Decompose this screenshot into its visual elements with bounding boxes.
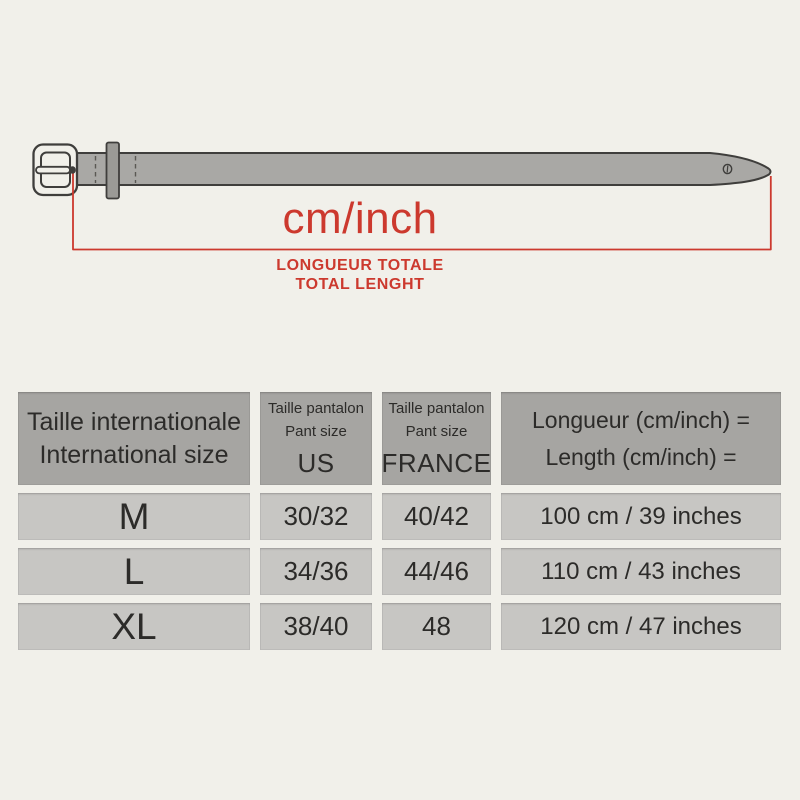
header-line: Taille pantalon	[268, 400, 364, 417]
table-row-size-cell	[18, 493, 250, 540]
size-table	[18, 392, 781, 650]
header-length	[501, 392, 781, 485]
us-size-value: 30/32	[283, 501, 349, 531]
header-pant-size-france	[382, 392, 491, 485]
table-row-size-cell	[18, 603, 250, 650]
belt-keeper-loop	[107, 143, 120, 199]
size-value: L	[123, 550, 145, 592]
header-international-size	[18, 392, 250, 485]
header-line: Longueur (cm/inch) =	[532, 406, 750, 433]
table-row-us-cell	[260, 493, 372, 540]
header-line: Pant size	[285, 422, 347, 440]
table-row-france-cell	[382, 603, 491, 650]
header-line: International size	[39, 440, 229, 469]
header-pant-size-us	[260, 392, 372, 485]
header-line: FRANCE	[381, 448, 492, 478]
table-row-france-cell	[382, 493, 491, 540]
header-line: US	[297, 448, 335, 478]
table-row-length-cell	[501, 603, 781, 650]
belt-strap	[77, 153, 771, 185]
belt-diagram	[0, 0, 800, 340]
size-value: M	[118, 495, 150, 537]
table-row-length-cell	[501, 493, 781, 540]
header-line: Taille internationale	[26, 407, 242, 436]
table-row-length-cell	[501, 548, 781, 595]
header-line: Length (cm/inch) =	[545, 443, 737, 470]
length-value: 100 cm / 39 inches	[540, 502, 742, 530]
table-row-us-cell	[260, 603, 372, 650]
table-row-us-cell	[260, 548, 372, 595]
table-row-france-cell	[382, 548, 491, 595]
length-value: 120 cm / 47 inches	[540, 612, 742, 640]
france-size-value: 44/46	[403, 556, 470, 586]
header-line: Pant size	[405, 422, 468, 440]
length-value: 110 cm / 43 inches	[541, 557, 741, 585]
total-length-label-fr: LONGUEUR TOTALE	[276, 257, 444, 274]
france-size-value: 40/42	[403, 501, 470, 531]
france-size-value: 48	[422, 611, 451, 641]
us-size-value: 38/40	[283, 611, 349, 641]
total-length-label-en: TOTAL LENGHT	[295, 276, 425, 293]
measure-unit-label: cm/inch	[282, 194, 438, 243]
size-value: XL	[111, 605, 157, 647]
us-size-value: 34/36	[283, 556, 349, 586]
header-line: Taille pantalon	[388, 400, 485, 417]
table-row-size-cell	[18, 548, 250, 595]
